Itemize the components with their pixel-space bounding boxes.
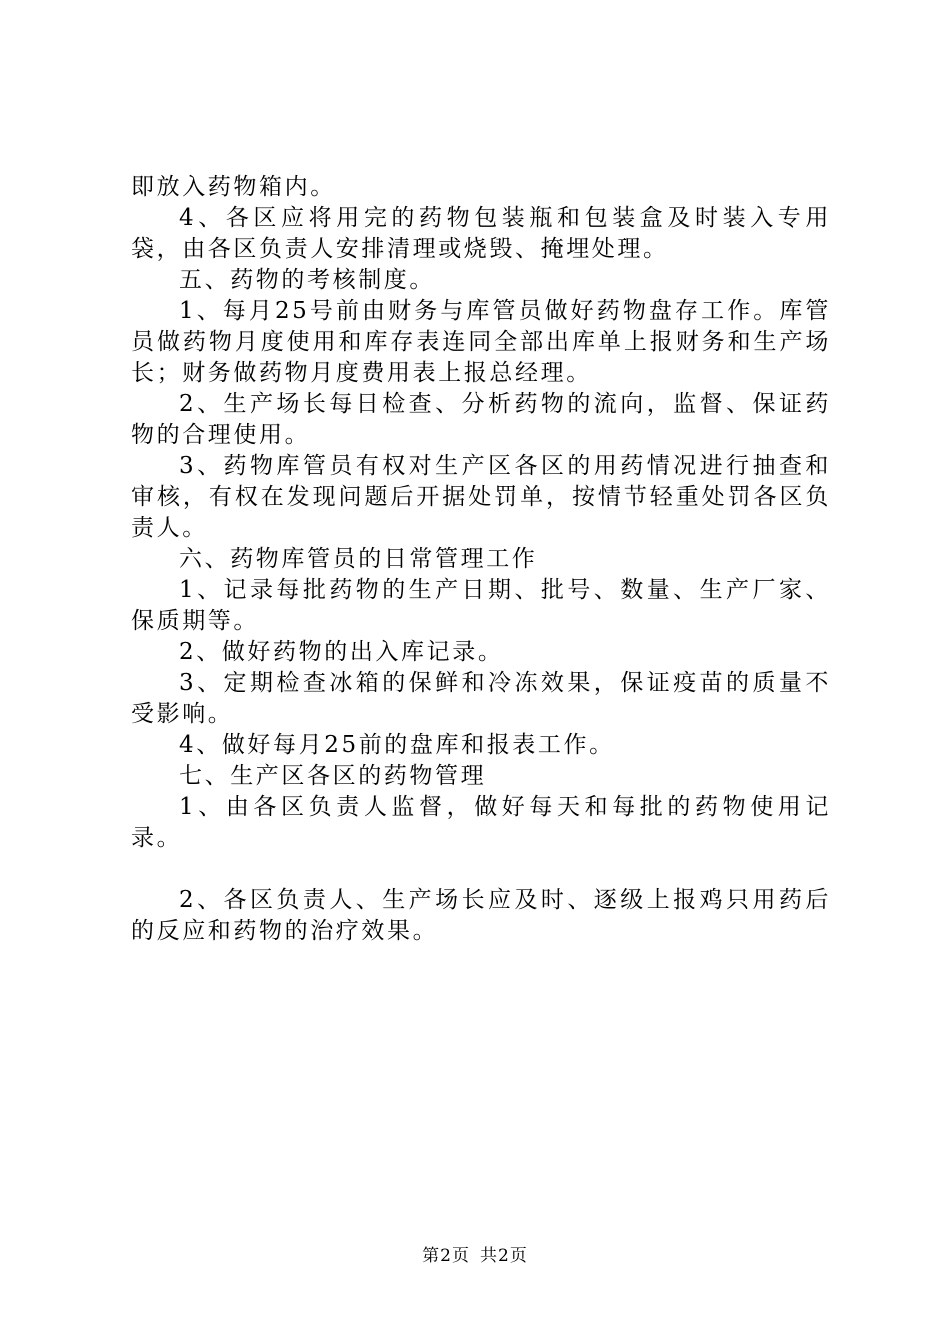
paragraph: 3、定期检查冰箱的保鲜和冷冻效果，保证疫苗的质量不受影响。 [131, 670, 831, 727]
section-heading: 六、药物库管员的日常管理工作 [179, 546, 538, 572]
paragraph: 2、各区负责人、生产场长应及时、逐级上报鸡只用药后的反应和药物的治疗效果。 [131, 887, 831, 944]
page-number: 第2页 [422, 1246, 470, 1266]
document-body [131, 172, 831, 947]
paragraph: 即放入药物箱内。 [131, 174, 336, 200]
paragraph: 1、记录每批药物的生产日期、批号、数量、生产厂家、保质期等。 [131, 577, 831, 634]
paragraph: 4、做好每月25前的盘库和报表工作。 [179, 732, 615, 758]
paragraph: 1、由各区负责人监督，做好每天和每批的药物使用记录。 [131, 794, 831, 851]
section-heading: 五、药物的考核制度。 [179, 267, 435, 293]
paragraph: 4、各区应将用完的药物包装瓶和包装盒及时装入专用袋，由各区负责人安排清理或烧毁、掩埋处理。 [131, 205, 831, 262]
section-heading: 七、生产区各区的药物管理 [179, 763, 487, 789]
paragraph: 2、生产场长每日检查、分析药物的流向，监督、保证药物的合理使用。 [131, 391, 831, 448]
paragraph: 1、每月25号前由财务与库管员做好药物盘存工作。库管员做药物月度使用和库存表连同全部出库单上报财务和生产场长；财务做药物月度费用表上报总经理。 [131, 298, 831, 386]
paragraph-gap [131, 854, 831, 885]
paragraph: 3、药物库管员有权对生产区各区的用药情况进行抽查和审核，有权在发现问题后开据处罚单，按情节轻重处罚各区负责人。 [131, 453, 831, 541]
page-total: 共2页 [480, 1246, 528, 1266]
paragraph: 2、做好药物的出入库记录。 [179, 639, 504, 665]
page-footer [0, 1245, 950, 1267]
